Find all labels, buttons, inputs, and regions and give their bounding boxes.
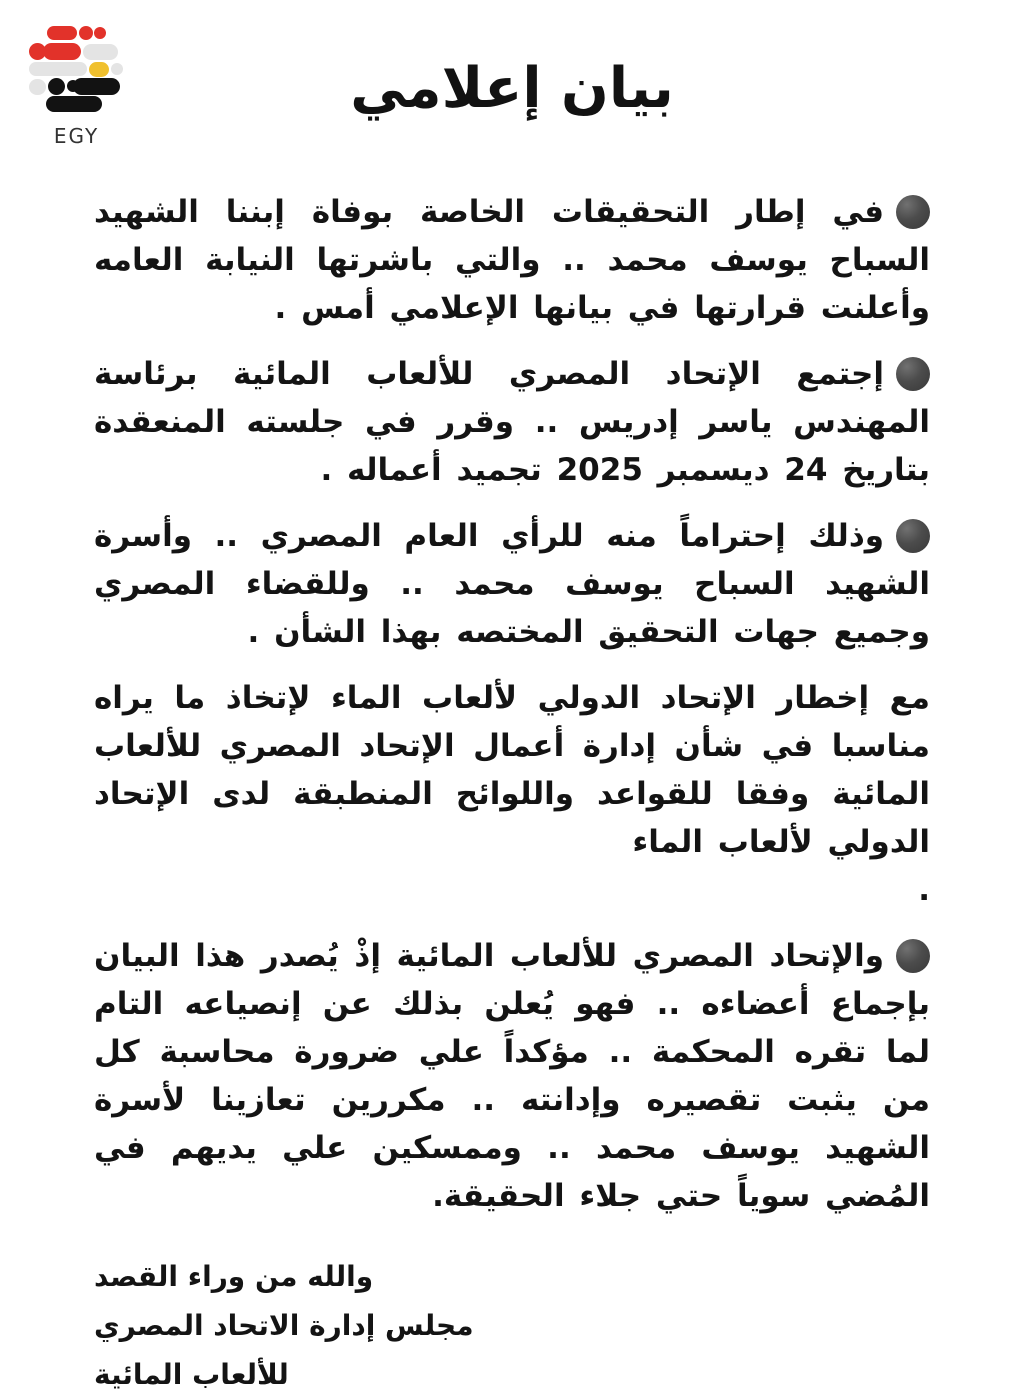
bullet-icon xyxy=(896,195,930,229)
flag-dot-gray xyxy=(29,79,46,95)
header xyxy=(0,0,1024,176)
paragraph xyxy=(94,512,930,656)
paragraph-text: وذلك إحتراماً منه للرأي العام المصري .. وأسرة الشهيد السباح يوسف محمد .. وللقضاء المصري وجميع جهات التحقيق المختصه بهذا الشأن . xyxy=(94,518,930,650)
flag-dot-black xyxy=(48,78,65,95)
trailing-period: . xyxy=(918,872,930,908)
flag-bar-gray xyxy=(29,62,87,76)
bullet-icon xyxy=(896,519,930,553)
statement-body xyxy=(0,176,1024,1220)
flag-bar-yellow xyxy=(89,62,109,77)
flag-bar-red xyxy=(43,43,81,60)
paragraph-text: في إطار التحقيقات الخاصة بوفاة إبننا الشهيد السباح يوسف محمد .. والتي باشرتها النيابة العامه وأعلنت قرارتها في بيانها الإعلامي أمس . xyxy=(94,194,930,326)
signature-line: مجلس إدارة الاتحاد المصري xyxy=(94,1309,474,1342)
bullet-icon xyxy=(896,939,930,973)
signature-line: والله من وراء القصد xyxy=(94,1260,374,1293)
signature xyxy=(0,1238,1024,1399)
paragraph-text: والإتحاد المصري للألعاب المائية إذْ يُصدر هذا البيان بإجماع أعضاءه .. فهو يُعلن بذلك عن إنصياعه التام لما تقره المحكمة .. مؤكداً علي ضرورة محاسبة كل من يثبت تقصيره وإدانته .. مكررين تعازينا لأسرة الشهيد يوسف محمد .. وممسكين علي يديهم في المُضي سوياً حتي جلاء الحقيقة. xyxy=(94,938,930,1214)
paragraph xyxy=(94,350,930,494)
logo-caption: EGY xyxy=(53,124,100,148)
flag-dot-gray xyxy=(111,63,123,75)
page-title: بيان إعلامي xyxy=(350,56,674,121)
signature-line: للألعاب المائية xyxy=(94,1358,289,1391)
paragraph-text: إجتمع الإتحاد المصري للألعاب المائية برئاسة المهندس ياسر إدريس .. وقرر في جلسته المنعقدة بتاريخ 24 ديسمبر 2025 تجميد أعماله . xyxy=(94,356,930,488)
paragraph xyxy=(94,188,930,332)
flag-bar-gray xyxy=(83,44,118,60)
paragraph-text: مع إخطار الإتحاد الدولي لألعاب الماء لإتخاذ ما يراه مناسبا في شأن إدارة أعمال الإتحاد المصري للألعاب المائية وفقا للقواعد واللوائح المنطبقة لدى الإتحاد الدولي لألعاب الماء xyxy=(94,680,930,860)
egypt-flag-logo xyxy=(29,26,124,151)
flag-bar-red xyxy=(47,26,77,40)
paragraph xyxy=(94,674,930,914)
flag-bar-red xyxy=(79,26,93,40)
flag-dot-red xyxy=(94,27,106,39)
paragraph xyxy=(94,932,930,1220)
bullet-icon xyxy=(896,357,930,391)
flag-bar-black xyxy=(73,78,120,95)
flag-bar-black xyxy=(46,96,102,112)
